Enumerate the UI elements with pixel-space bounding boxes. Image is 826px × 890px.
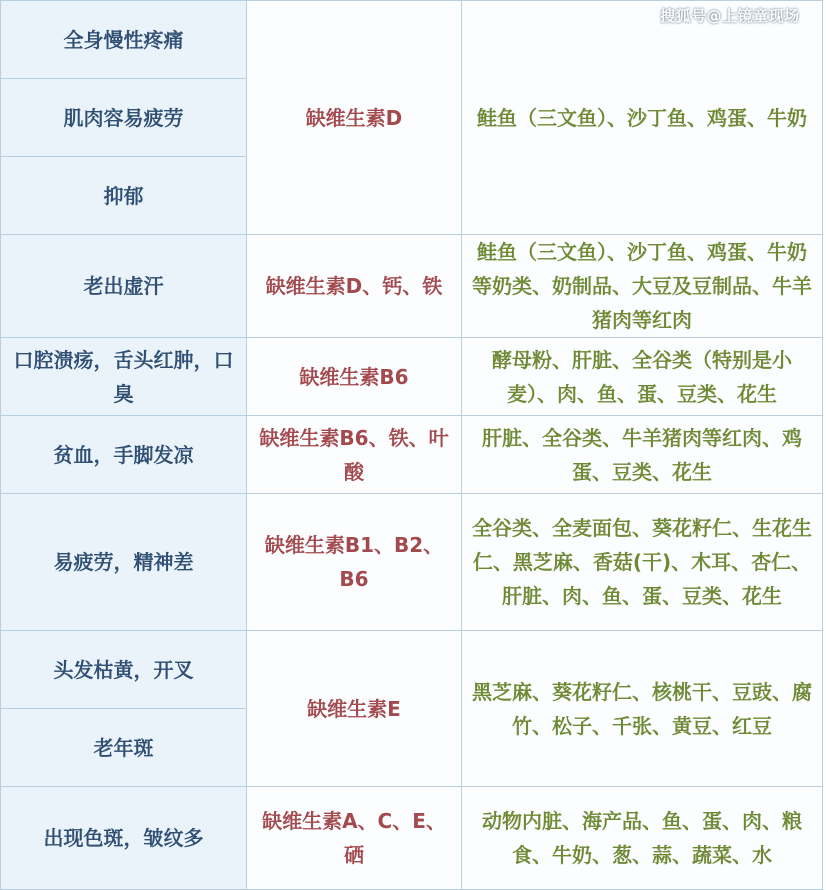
deficiency-cell: 缺维生素D — [247, 1, 462, 235]
table-row — [1, 631, 823, 709]
symptom-cell: 抑郁 — [1, 157, 247, 235]
food-cell: 鲑鱼（三文鱼）、沙丁鱼、鸡蛋、牛奶等奶类、奶制品、大豆及豆制品、牛羊猪肉等红肉 — [462, 235, 823, 338]
table-row — [1, 787, 823, 890]
table-row — [1, 494, 823, 631]
deficiency-cell: 缺维生素D、钙、铁 — [247, 235, 462, 338]
symptom-cell: 老年斑 — [1, 709, 247, 787]
table-row — [1, 235, 823, 338]
symptom-cell: 头发枯黄，开叉 — [1, 631, 247, 709]
symptom-cell: 肌肉容易疲劳 — [1, 79, 247, 157]
symptom-cell: 口腔溃疡，舌头红肿，口臭 — [1, 338, 247, 416]
table-row — [1, 416, 823, 494]
watermark-text: 搜狐号@上镜童现场 — [660, 7, 800, 25]
symptom-cell: 贫血，手脚发凉 — [1, 416, 247, 494]
deficiency-cell: 缺维生素B6 — [247, 338, 462, 416]
deficiency-cell: 缺维生素B6、铁、叶酸 — [247, 416, 462, 494]
food-cell: 肝脏、全谷类、牛羊猪肉等红肉、鸡蛋、豆类、花生 — [462, 416, 823, 494]
symptom-cell: 易疲劳，精神差 — [1, 494, 247, 631]
table-row — [1, 338, 823, 416]
food-cell: 黑芝麻、葵花籽仁、核桃干、豆豉、腐竹、松子、千张、黄豆、红豆 — [462, 631, 823, 787]
food-cell: 鲑鱼（三文鱼）、沙丁鱼、鸡蛋、牛奶 — [462, 1, 823, 235]
food-cell: 酵母粉、肝脏、全谷类（特别是小麦）、肉、鱼、蛋、豆类、花生 — [462, 338, 823, 416]
symptom-cell: 全身慢性疼痛 — [1, 1, 247, 79]
deficiency-cell: 缺维生素E — [247, 631, 462, 787]
deficiency-cell: 缺维生素A、C、E、硒 — [247, 787, 462, 890]
symptom-cell: 老出虚汗 — [1, 235, 247, 338]
food-cell: 动物内脏、海产品、鱼、蛋、肉、粮食、牛奶、葱、蒜、蔬菜、水 — [462, 787, 823, 890]
food-cell: 全谷类、全麦面包、葵花籽仁、生花生仁、黑芝麻、香菇(干)、木耳、杏仁、肝脏、肉、鱼、蛋、豆类、花生 — [462, 494, 823, 631]
symptom-cell: 出现色斑，皱纹多 — [1, 787, 247, 890]
deficiency-cell: 缺维生素B1、B2、B6 — [247, 494, 462, 631]
